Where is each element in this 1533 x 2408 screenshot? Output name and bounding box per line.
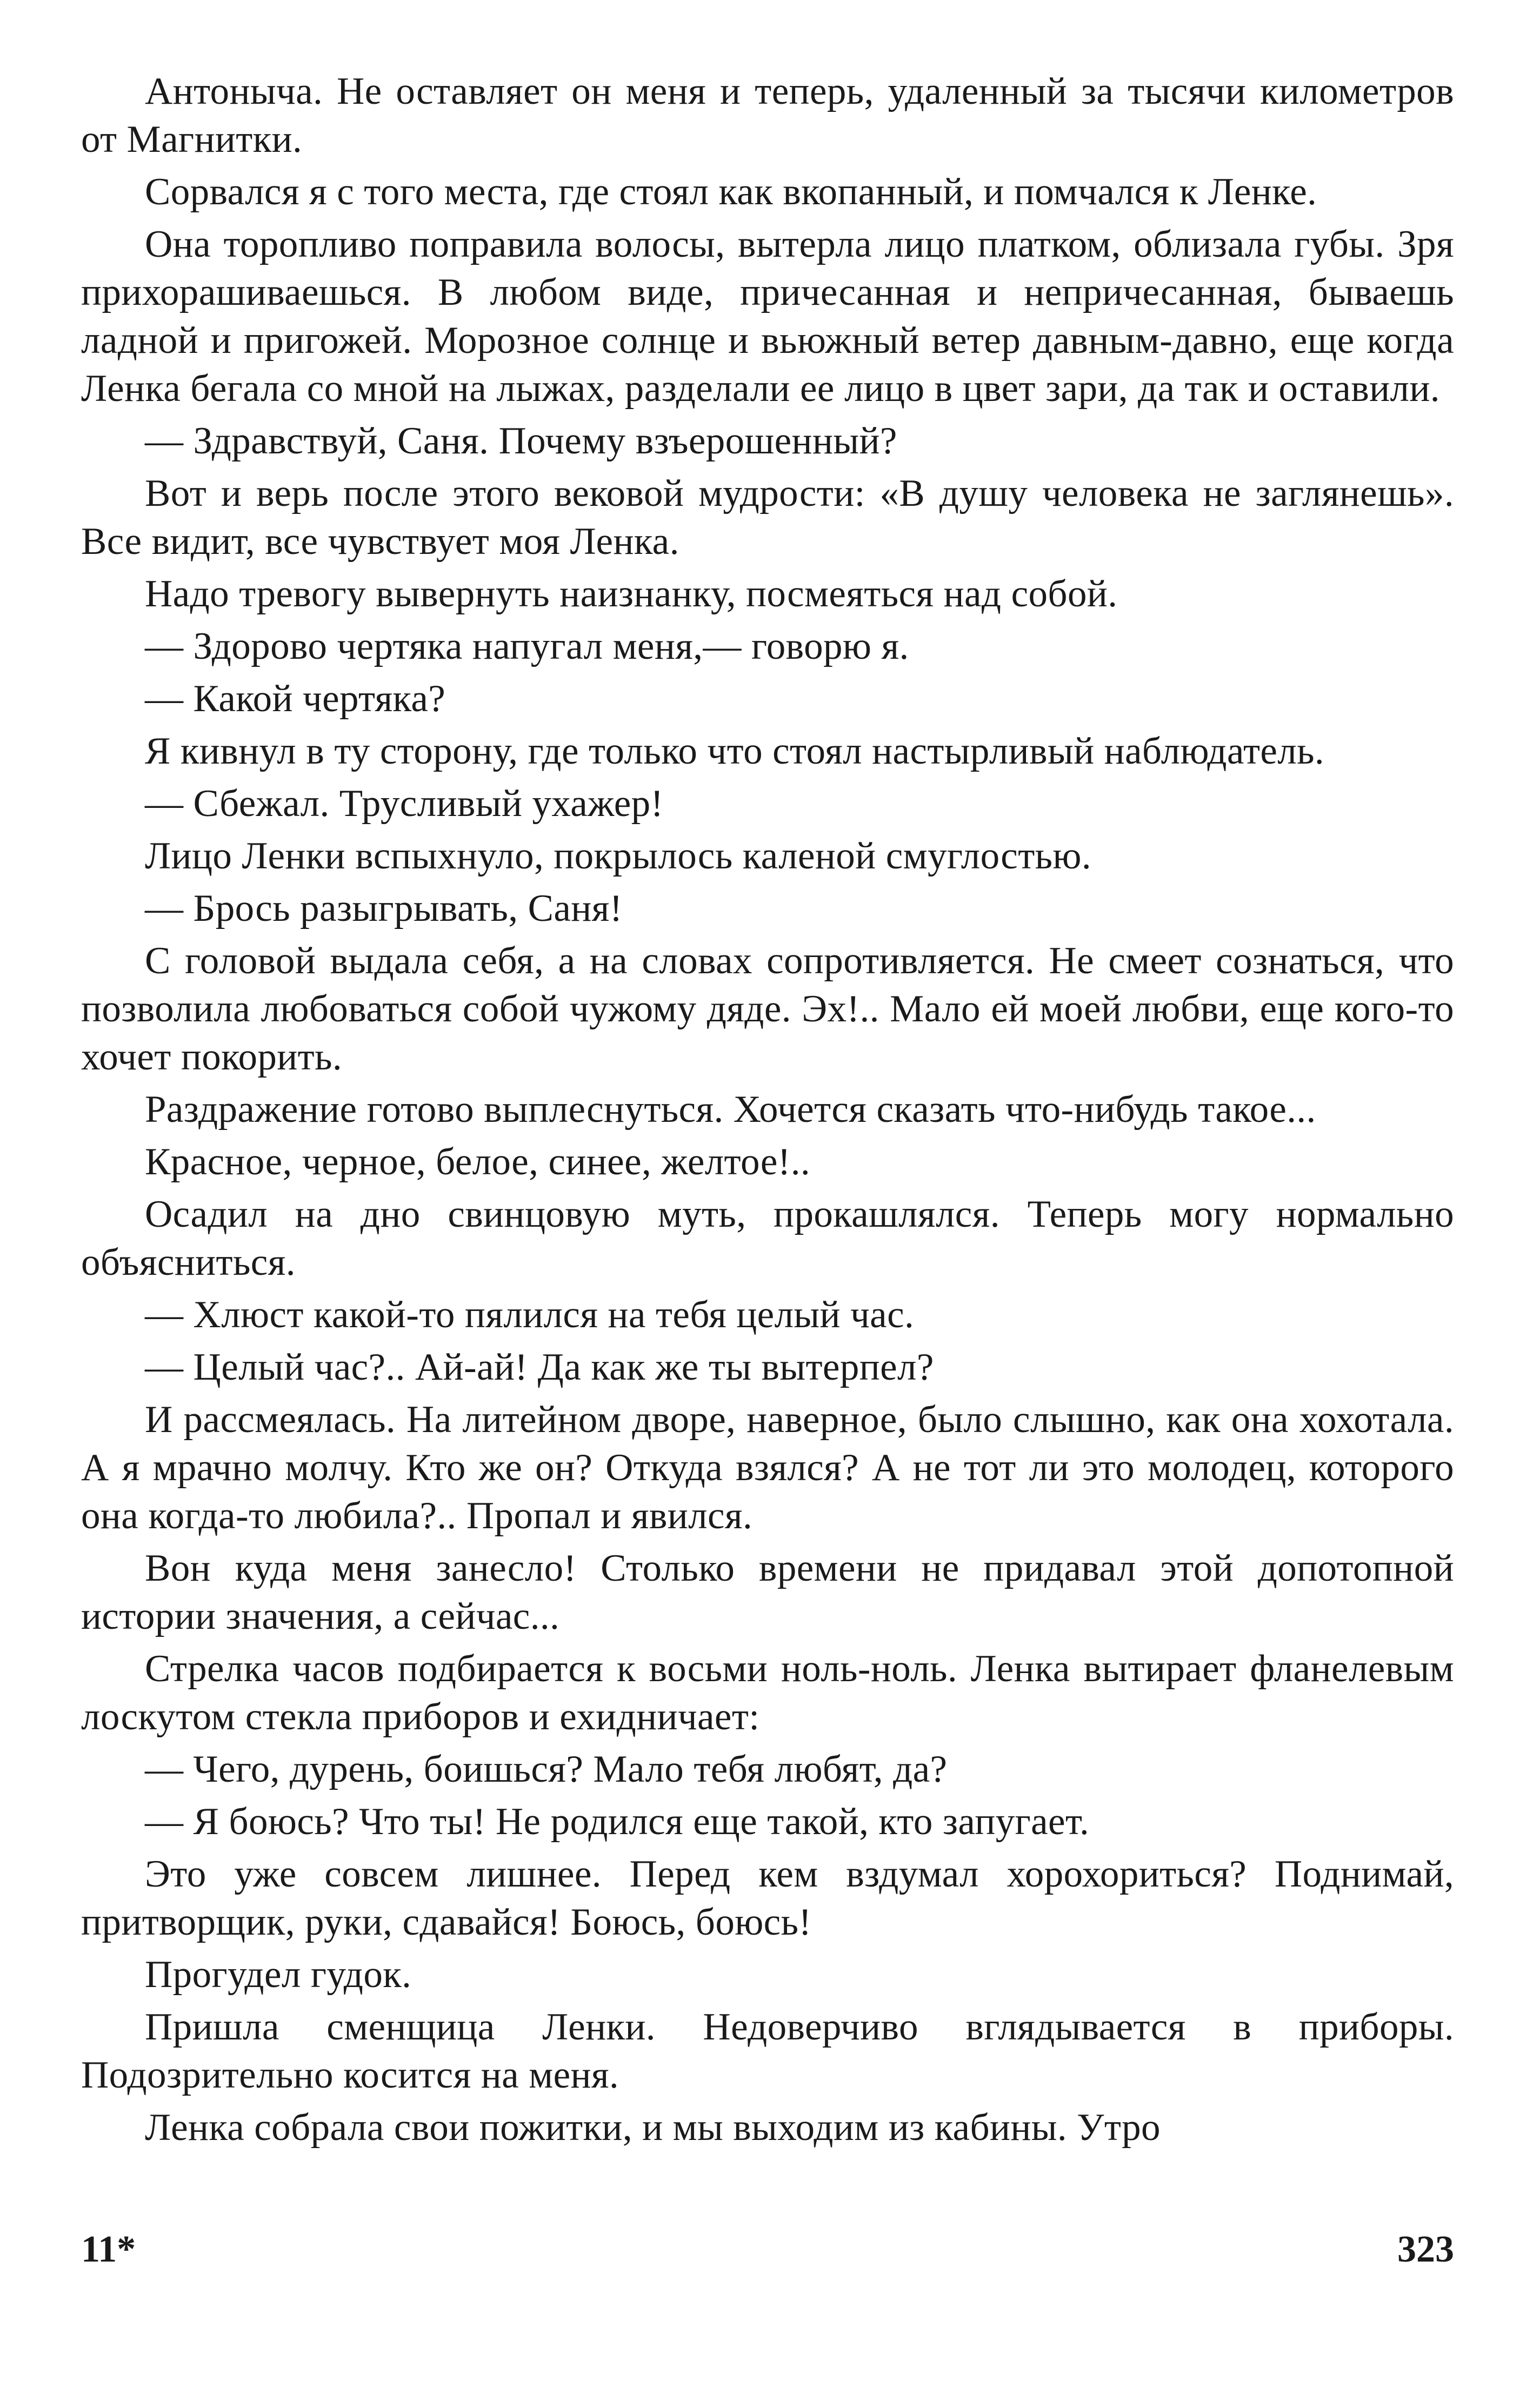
paragraph-10: — Сбежал. Трусливый ухажер! (145, 782, 664, 825)
paragraph-20: Вон куда меня занесло! Столько времени не придавал этой допотопной истории значения, а сейчас... (81, 1547, 1454, 1637)
paragraph-27: Ленка собрала свои пожитки, и мы выходим из кабины. Утро (145, 2106, 1161, 2149)
paragraph-2: Сорвался я с того места, где стоял как вкопанный, и помчался к Ленке. (145, 171, 1317, 213)
paragraph-14: Раздражение готово выплеснуться. Хочется сказать что-нибудь такое... (145, 1088, 1316, 1131)
paragraph-6: Надо тревогу вывернуть наизнанку, посмеяться над собой. (145, 573, 1118, 615)
paragraph-24: Это уже совсем лишнее. Перед кем вздумал хорохориться? Поднимай, притворщик, руки, сдавайся! Боюсь, боюсь! (81, 1853, 1454, 1943)
page-footer (81, 2225, 1454, 2279)
paragraph-26: Пришла сменщица Ленки. Недоверчиво вглядывается в приборы. Подозрительно косится на меня. (81, 2006, 1454, 2096)
paragraph-22: — Чего, дурень, боишься? Мало тебя любят, да? (145, 1748, 948, 1790)
paragraph-16: Осадил на дно свинцовую муть, прокашлялся. Теперь могу нормально объясниться. (81, 1193, 1454, 1283)
paragraph-13: С головой выдала себя, а на словах сопротивляется. Не смеет сознаться, что позволила любоваться собой чужому дяде. Эх!.. Мало ей моей любви, еще кого-то хочет покорить. (81, 940, 1454, 1078)
signature-mark: 11* (81, 2229, 136, 2270)
paragraph-9: Я кивнул в ту сторону, где только что стоял настырливый наблюдатель. (145, 730, 1325, 772)
paragraph-5: Вот и верь после этого вековой мудрости: «В душу человека не заглянешь». Все видит, все чувствует моя Ленка. (81, 472, 1454, 563)
paragraph-8: — Какой чертяка? (145, 678, 446, 720)
page-body (81, 68, 1454, 2156)
paragraph-25: Прогудел гудок. (145, 1954, 412, 1996)
paragraph-11: Лицо Ленки вспыхнуло, покрылось каленой смуглостью. (145, 835, 1091, 877)
paragraph-19: И рассмеялась. На литейном дворе, наверное, было слышно, как она хохотала. А я мрачно молчу. Кто же он? Откуда взялся? А не тот ли это молодец, которого она когда-то любила?.. Пропал и явился. (81, 1399, 1454, 1537)
paragraph-12: — Брось разыгрывать, Саня! (145, 887, 623, 929)
paragraph-17: — Хлюст какой-то пялился на тебя целый час. (145, 1294, 915, 1336)
paragraph-3: Она торопливо поправила волосы, вытерла лицо платком, облизала губы. Зря прихорашиваешься. В любом виде, причесанная и непричесанная, бываешь ладной и пригожей. Морозное солнце и вьюжный ветер давным-давно, еще когда Ленка бегала со мной на лыжах, разделали ее лицо в цвет зари, да так и оставили. (81, 223, 1454, 410)
paragraph-4: — Здравствуй, Саня. Почему взъерошенный? (145, 420, 897, 462)
paragraph-1: Антоныча. Не оставляет он меня и теперь, удаленный за тысячи километров от Магнитки. (81, 70, 1454, 160)
paragraph-21: Стрелка часов подбирается к восьми ноль-ноль. Ленка вытирает фланелевым лоскутом стекла приборов и ехидничает: (81, 1648, 1454, 1738)
paragraph-15: Красное, черное, белое, синее, желтое!.. (145, 1141, 811, 1183)
paragraph-23: — Я боюсь? Что ты! Не родился еще такой, кто запугает. (145, 1801, 1090, 1843)
paragraph-18: — Целый час?.. Ай-ай! Да как же ты вытерпел? (145, 1346, 934, 1388)
paragraph-7: — Здорово чертяка напугал меня,— говорю я. (145, 625, 909, 667)
page-number: 323 (1397, 2229, 1454, 2270)
